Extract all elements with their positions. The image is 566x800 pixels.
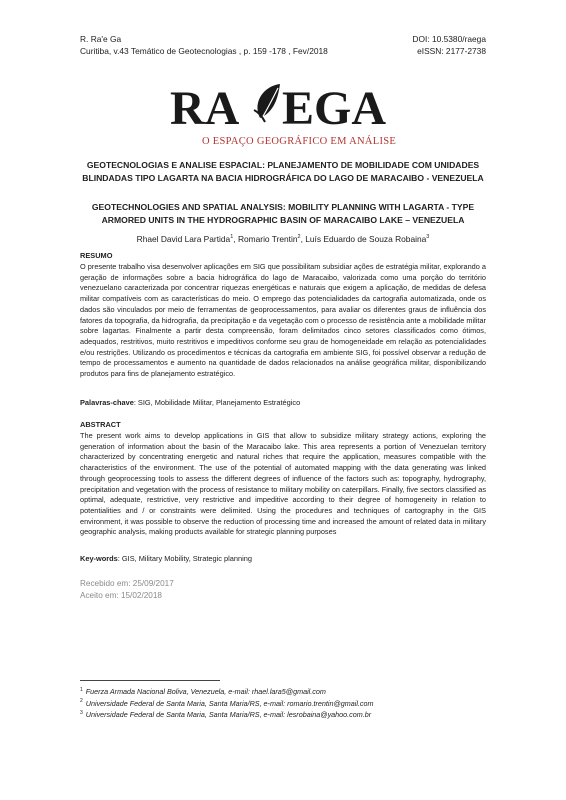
footnote bbox=[80, 709, 374, 721]
journal-name: R. Ra'e Ga bbox=[80, 34, 122, 44]
resumo-keywords bbox=[80, 398, 486, 408]
logo-tagline: O ESPAÇO GEOGRÁFICO EM ANÁLISE bbox=[202, 136, 397, 147]
doi: DOI: 10.5380/raega bbox=[412, 34, 486, 44]
resumo-text: O presente trabalho visa desenvolver aplicações em SIG que possibilitam subsidiar ações de estratégia militar, explorando a geração de informações sobre a bacia hidrográfica do lago de Maracaibo, valorizada como uma porção do território venezuelano caracterizada por concentrar riquezas energéticas e naturais que exigem a aplicação, de medidas de defesa militar compatíveis com as características do meio. O emprego das potencialidades da cartografia automatizada, onde os dados são vinculados por meio de ferramentas de geoprocessamentos, para avaliar os diferentes graus de influência dos fatores da topografia, da hidrografia, da precipitação e da vegetação com o processo de resistência ante a mobilidade militar sobre lagartas. Finalmente a partir desta compreensão, foram delimitados cinco setores classificados como ótimos, adequados, restritivos, muito restritivos e impeditivos conforme seu grau de homogeneidade em relação as potencialidades e/ou restrições. Utilizando os procedimentos e técnicas da cartografia em ambiente SIG, foi possível observar a redução de tempo de processamentos e aumento na quantidade de dados relacionados na análise geográfica militar, disponibilizando produtos para fins de planejamento estratégico. bbox=[80, 262, 486, 379]
author-mark: 3 bbox=[426, 234, 430, 241]
footnote-text: Universidade Federal de Santa Maria, Santa Maria/RS, e-mail: lesrobaina@yahoo.com.br bbox=[85, 710, 372, 720]
accepted-date: Aceito em: 15/02/2018 bbox=[80, 591, 162, 601]
footnote-mark: 2 bbox=[80, 698, 83, 705]
footnote-text: Universidade Federal de Santa Maria, Santa Maria/RS, e-mail: romario.trentin@gmail.com bbox=[85, 698, 374, 708]
title-portuguese: GEOTECNOLOGIAS E ANALISE ESPACIAL: PLANEJAMENTO DE MOBILIDADE COM UNIDADES BLINDADAS TIPO LAGARTA NA BACIA HIDROGRÁFICA DO LAGO DE MARACAIBO - VENEZUELA bbox=[82, 160, 484, 183]
footnote-mark: 3 bbox=[80, 709, 83, 716]
footnote-divider bbox=[80, 680, 220, 681]
logo-text-left: RA bbox=[170, 82, 240, 135]
submission-dates bbox=[80, 578, 174, 603]
keywords-value: : SIG, Mobilidade Militar, Planejamento Estratégico bbox=[133, 398, 301, 407]
author-name: Rhael David Lara Partida bbox=[136, 234, 231, 244]
author-mark: 2 bbox=[297, 234, 301, 241]
eissn: eISSN: 2177-2738 bbox=[417, 46, 486, 56]
doi-header bbox=[412, 33, 486, 57]
keywords-label: Key-words bbox=[80, 554, 118, 563]
keywords-value: : GIS, Military Mobility, Strategic planning bbox=[117, 554, 252, 563]
author-name: Luís Eduardo de Souza Robaina bbox=[305, 234, 427, 244]
footnote bbox=[80, 698, 374, 710]
raega-logo bbox=[168, 78, 398, 150]
journal-header bbox=[80, 33, 328, 57]
abstract-heading: ABSTRACT bbox=[80, 420, 121, 429]
title-english: GEOTECHNOLOGIES AND SPATIAL ANALYSIS: MOBILITY PLANNING WITH LAGARTA - TYPE ARMORED UNITS IN THE HYDROGRAPHIC BASIN OF MARACAIBO LAKE – VENEZUELA bbox=[91, 202, 475, 225]
footnote-text: Fuerza Armada Nacional Boliva, Venezuela, e-mail: rhael.lara5@gmail.com bbox=[85, 687, 326, 696]
logo-text-right: EGA bbox=[282, 82, 387, 135]
keywords-label: Palavras-chave bbox=[80, 398, 134, 407]
received-date: Recebido em: 25/09/2017 bbox=[80, 579, 174, 588]
abstract-keywords bbox=[80, 554, 486, 564]
journal-issue: Curitiba, v.43 Temático de Geotecnologias , p. 159 -178 , Fev/2018 bbox=[80, 46, 328, 56]
footnotes bbox=[80, 686, 374, 721]
leaf-icon bbox=[254, 84, 280, 122]
footnote-mark: 1 bbox=[80, 686, 83, 693]
author-list: Rhael David Lara Partida$^1$, Romario Trentin$^2$, Luís Eduardo de Souza Robaina$^3$ bbox=[136, 234, 430, 244]
raega-logo-graphic bbox=[168, 78, 398, 150]
author-mark: 1 bbox=[230, 234, 234, 241]
author-name: Romario Trentin bbox=[237, 234, 298, 244]
footnote bbox=[80, 686, 374, 698]
resumo-heading: RESUMO bbox=[80, 251, 113, 260]
abstract-text: The present work aims to develop applications in GIS that allow to subsidize military strategy actions, exploring the generation of information about the basin of the Maracaibo lake. This area represents a portion of Venezuelan territory characterized by concentrating energetic and natural riches that require the application, measures compatible with the characteristics of the environment. The use of the potential of automated mapping with the data generating was linked through geoprocessing tools to assess the different degrees of influence of the factors such as: topography, hydrography, precipitation and vegetation with the process of resistance to military mobility on caterpillars. Finally, five sectors classified as optimal, adequate, restrictive, very restrictive and impeditive according to their degree of homogeneity in relation to potentialities and / or constraints were delimited. Using the procedures and techniques of cartography in the GIS environment, it was possible to observe the reduction of processing time and increased the amount of related data in military geographic analysis, making products available for strategic planning purposes bbox=[80, 431, 486, 537]
